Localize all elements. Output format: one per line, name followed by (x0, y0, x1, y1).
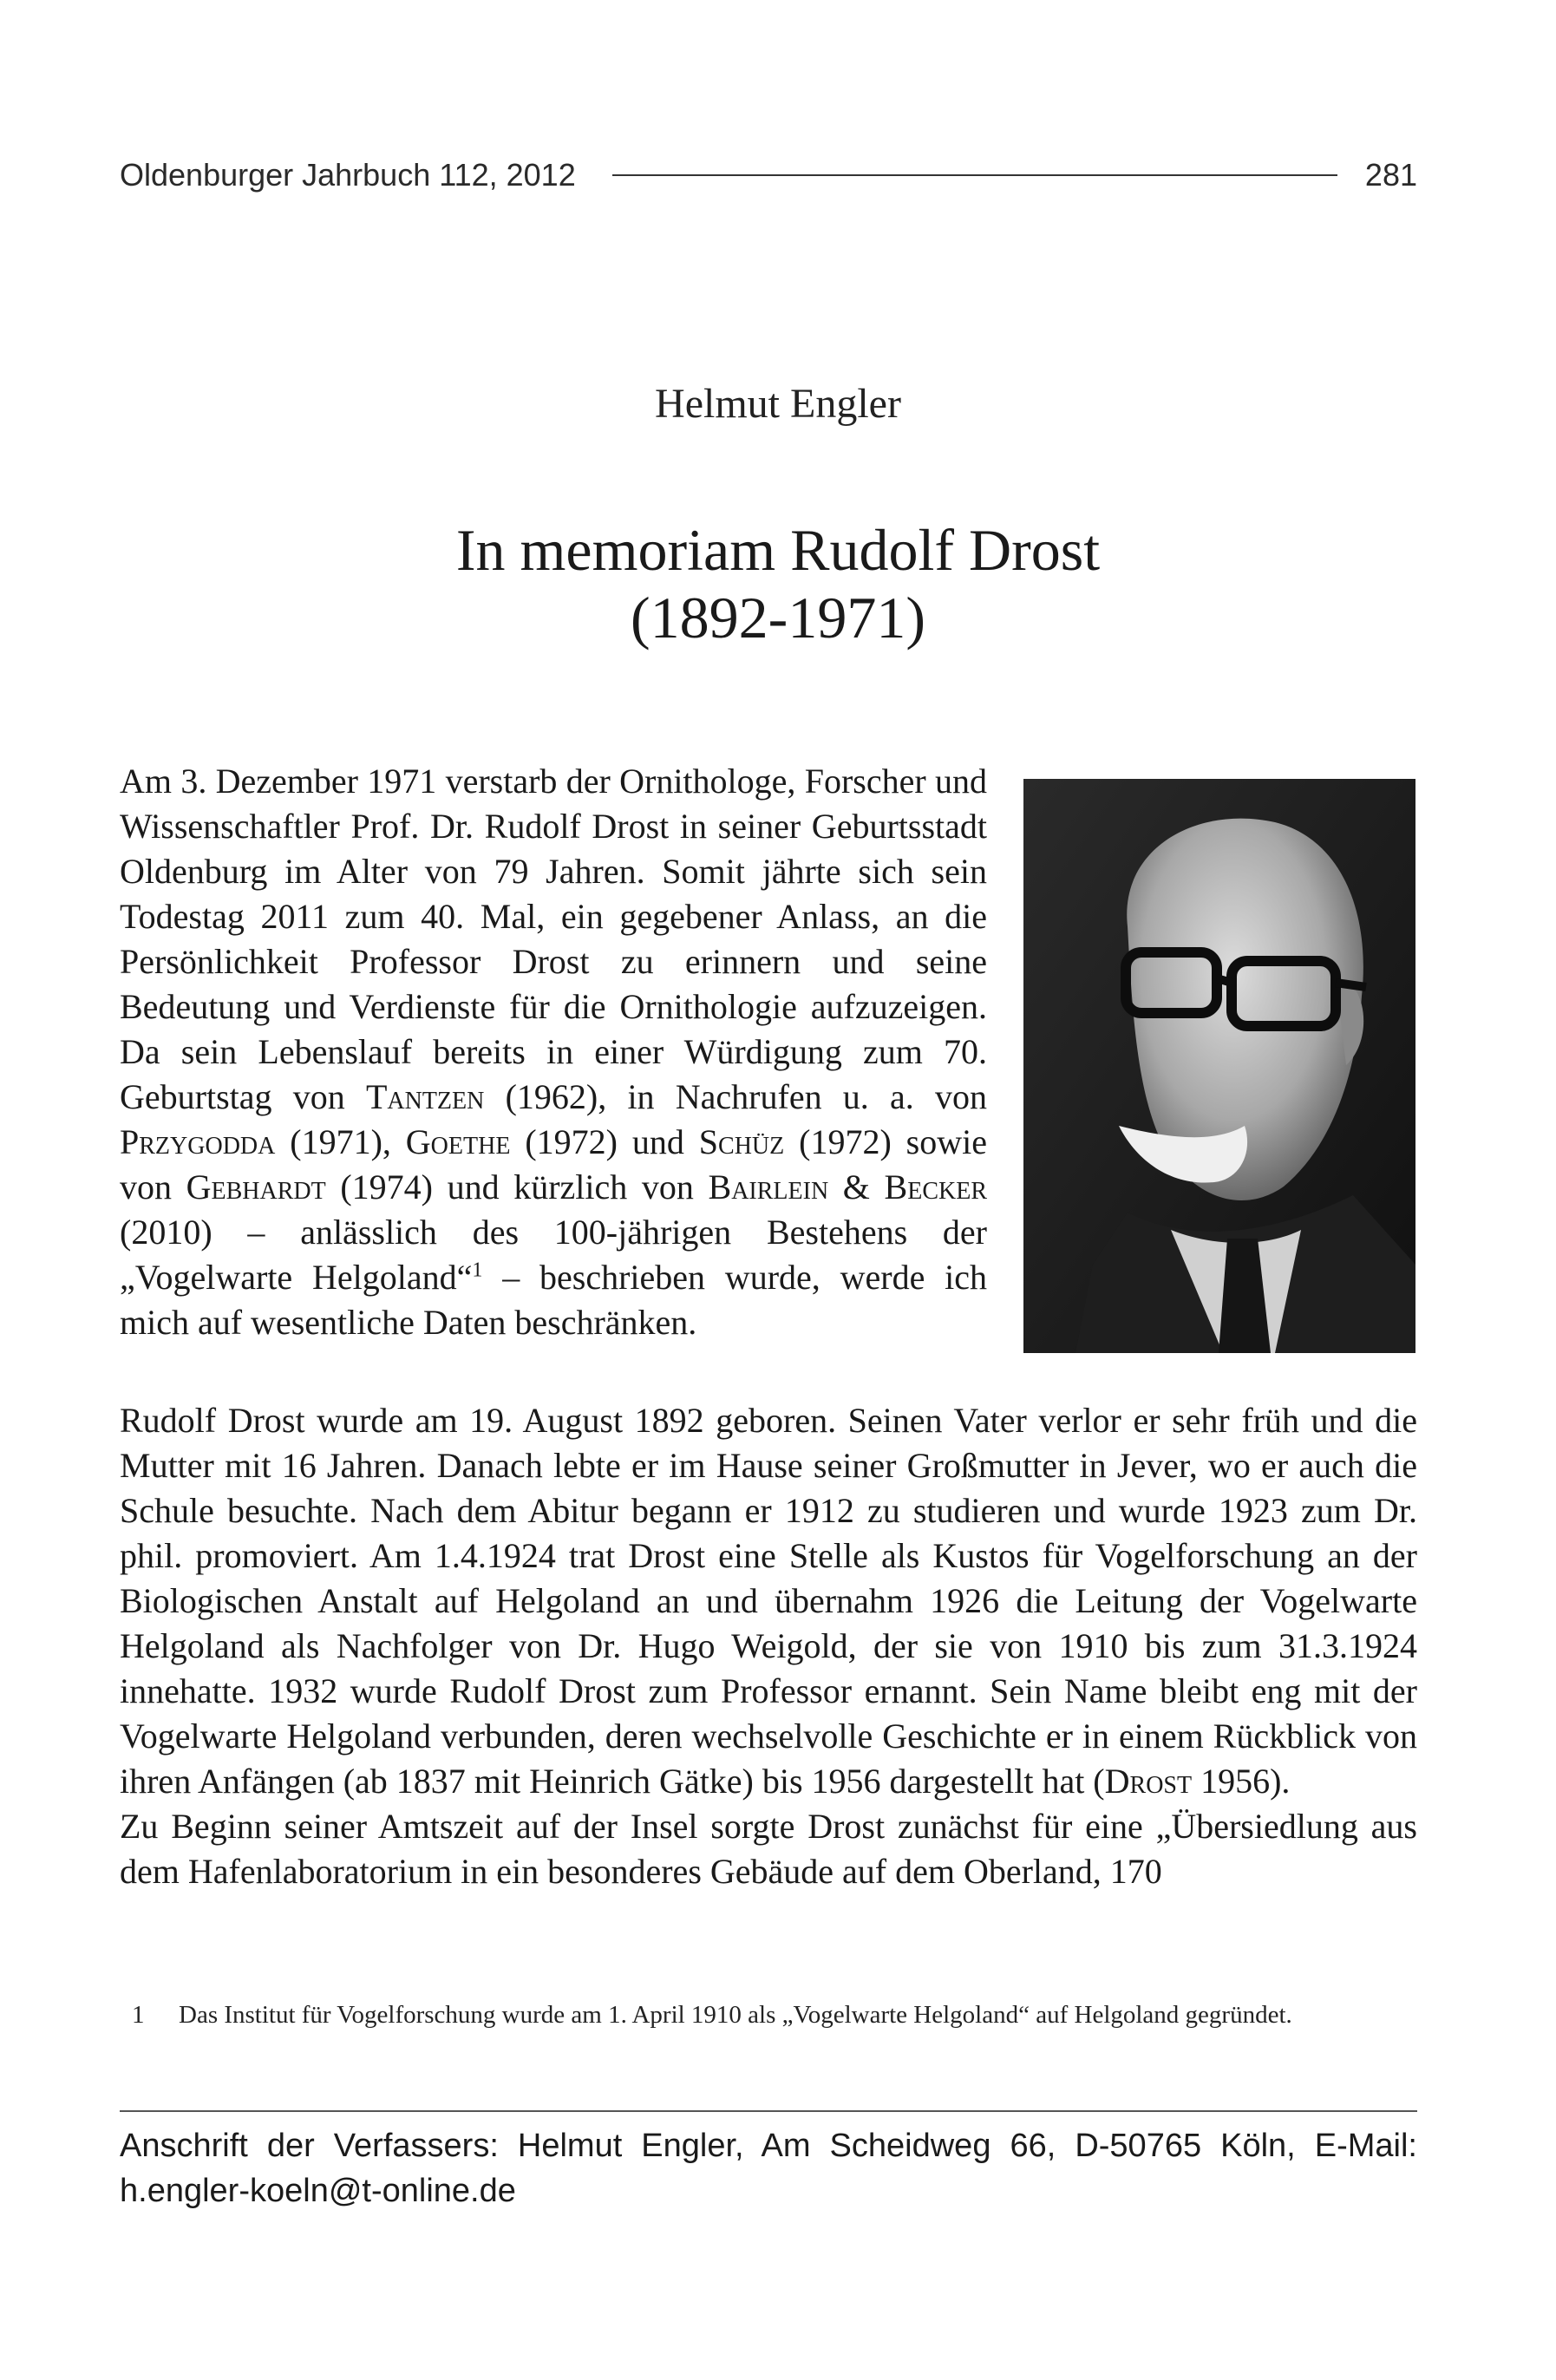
ref-goethe: Goethe (405, 1122, 511, 1161)
intro-text: (1974) und kürzlich von (325, 1167, 709, 1206)
address-rule (120, 2110, 1417, 2112)
title-line-2: (1892-1971) (631, 585, 925, 651)
ref-przygodda: Przygodda (120, 1122, 276, 1161)
footnote-text: Das Institut für Vogelforschung wurde am 1. April 1910 als „Vogelwarte Helgoland“ auf Helgoland gegründet. (179, 2001, 1292, 2029)
page-number: 281 (1364, 157, 1417, 193)
author-name: Helmut Engler (655, 381, 901, 427)
intro-text: Am 3. Dezember 1971 verstarb der Ornithologe, Forscher und Wissenschaftler Prof. Dr. Rudolf Drost in seiner Geburtsstadt Oldenburg im Alter von 79 Jahren. Somit jährte sich sein Todestag 2011 zum 40. Mal, ein gegebener Anlass, an die Persönlichkeit Professor Drost zu erinnern und seine Bedeutung und Verdienste für die Ornithologie aufzuzeigen. Da sein Lebenslauf bereits in einer Würdigung zum 70. Geburtstag von (120, 762, 987, 1116)
ref-gebhardt: Gebhardt (186, 1167, 326, 1206)
footnote (132, 1997, 1415, 2033)
address-email[interactable]: h.engler-koeln@t-online.de (120, 2173, 516, 2209)
running-head (120, 149, 1417, 201)
article-title (0, 516, 1556, 651)
portrait-photo (1023, 779, 1415, 1353)
ref-becker: Becker (884, 1167, 987, 1206)
journal-title: Oldenburger Jahrbuch 112, 2012 (120, 157, 576, 193)
ref-bairlein: Bairlein (708, 1167, 829, 1206)
body-text (120, 1398, 1417, 1894)
ref-schuez: Schüz (698, 1122, 785, 1161)
ref-drost: Drost (1104, 1762, 1193, 1801)
footnote-number: 1 (132, 2001, 145, 2029)
footnote-reference[interactable]: 1 (472, 1259, 483, 1282)
body-paragraph-1 (120, 1398, 1417, 1804)
ref-tantzen: Tantzen (365, 1077, 485, 1116)
title-line-1: In memoriam Rudolf Drost (455, 517, 1101, 583)
intro-text: & (828, 1167, 885, 1206)
body-text-span: Rudolf Drost wurde am 19. August 1892 geboren. Seinen Vater verlor er sehr früh und die Mutter mit 16 Jahren. Danach lebte er im Hause seiner Großmutter in Jever, wo er auch die Schule besuchte. Nach dem Abitur begann er 1912 zu studieren und wurde 1923 zum Dr. phil. promoviert. Am 1.4.1924 trat Drost eine Stelle als Kustos für Vogelforschung an der Biologischen Anstalt auf Helgoland an und übernahm 1926 die Leitung der Vogelwarte Helgoland als Nachfolger von Dr. Hugo Weigold, der sie von 1910 bis zum 31.3.1924 innehatte. 1932 wurde Rudolf Drost zum Professor ernannt. Sein Name bleibt eng mit der Vogelwarte Helgoland verbunden, deren wechselvolle Geschichte er in einem Rückblick von ihren Anfängen (ab 1837 mit Heinrich Gätke) bis 1956 dargestellt hat ( (120, 1401, 1417, 1801)
author-address (120, 2123, 1417, 2213)
intro-text: (1962), in Nachrufen u. a. von (484, 1077, 987, 1116)
intro-text: (1971), (275, 1122, 406, 1161)
header-rule (612, 174, 1337, 176)
body-paragraph-2: Zu Beginn seiner Amtszeit auf der Insel sorgte Drost zunächst für eine „Übersiedlung aus dem Hafenlaboratorium in ein besonderes Gebäude auf dem Oberland, 170 (120, 1807, 1417, 1891)
address-line-1: Anschrift der Verfassers: Helmut Engler, Am Scheidweg 66, D-50765 Köln, E-Mail: (120, 2128, 1417, 2164)
intro-text: (1972) und (510, 1122, 699, 1161)
intro-text: – beschrieben wurde, werde ich mich auf wesentliche Daten beschränken. (120, 1258, 987, 1342)
intro-paragraph (120, 759, 987, 1345)
intro-text: (1972) sowie von (120, 1122, 988, 1206)
body-text-span: 1956). (1192, 1762, 1291, 1801)
intro-text: (2010) – anlässlich des 100-jährigen Bestehens der „Vogelwarte Helgoland“ (120, 1213, 987, 1297)
